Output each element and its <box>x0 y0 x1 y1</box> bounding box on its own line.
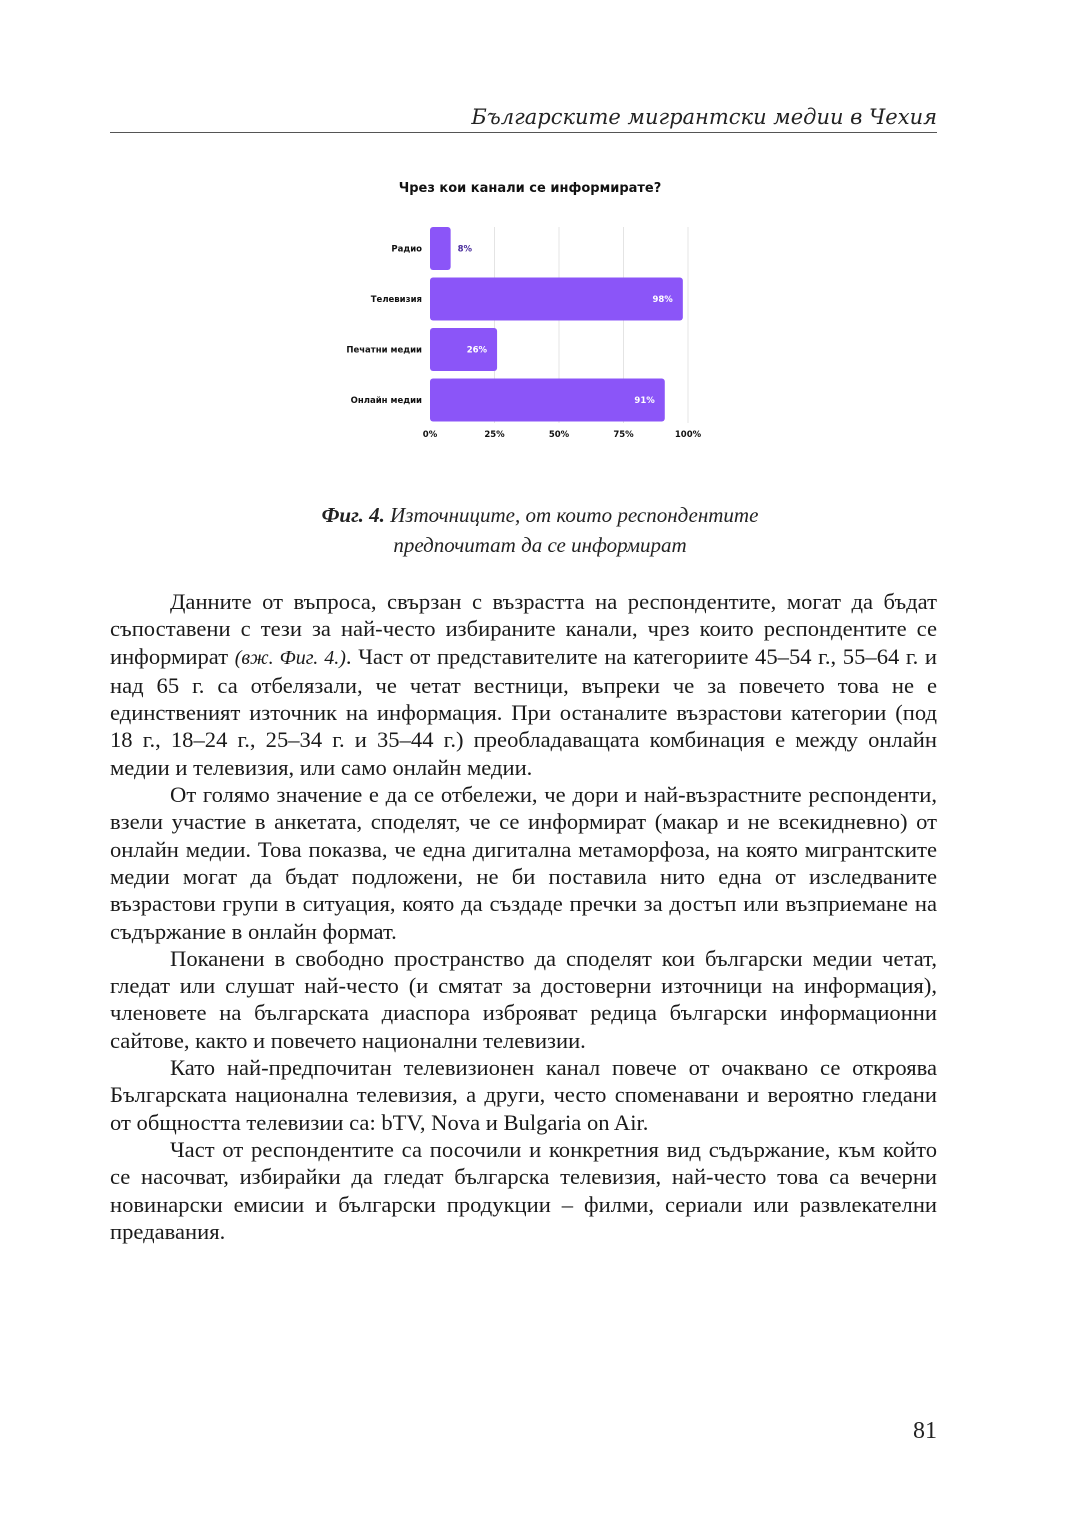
category-label: Печатни медии <box>346 345 422 356</box>
paragraph-1 <box>110 588 937 781</box>
paragraph-1-text-a: Данните от въпроса, свързан с възрастта на респондентите, могат да бъдат съпоставени с тези за най-често избираните канали, чрез които респондентите се информират <box>110 589 937 669</box>
x-tick-label: 50% <box>548 430 570 440</box>
bar-value-label: 91% <box>634 396 655 406</box>
figure-reference: (вж. Фиг. 4.) <box>234 646 346 669</box>
paragraph-3: Поканени в свободно пространство да споделят кои български медии четат, гледат или слушат най-често (и смятат за достоверни източници на информация), членовете на българската диаспора изброяват редица български информационни сайтове, както и повечето национални телевизии. <box>110 945 937 1053</box>
x-tick-label: 75% <box>613 430 634 440</box>
figure-caption <box>200 500 880 560</box>
category-label: Радио <box>391 244 422 255</box>
paragraph-4: Като най-предпочитан телевизионен канал повече от очаквано се откроява Българската национална телевизия, а други, често споменавани и вероятно гледани от общността телевизии са: bTV, Nova и Bulgaria on Air. <box>110 1055 937 1135</box>
x-tick-label: 0% <box>422 430 438 440</box>
chart-title: Чрез кои канали се информирате? <box>398 181 662 196</box>
bar-value-label: 26% <box>466 345 488 356</box>
category-label: Телевизия <box>370 295 422 305</box>
category-labels <box>346 245 422 407</box>
x-tick-label: 100% <box>674 430 702 440</box>
x-tick-label: 25% <box>484 430 505 440</box>
bar <box>430 379 665 422</box>
figure-label: Фиг. 4. <box>321 503 385 527</box>
paragraph-2: От голямо значение е да се отбележи, че дори и най-възрастните респонденти, взели участие в анкетата, споделят, че се информират (макар и не всекидневно) от онлайн медии. Това показва, че една дигитална метаморфоза, на която мигрантските медии могат да бъдат подложени, не би поставила нито една от изследваните възрастови групи в ситуация, която да създаде пречки за достъп или възприемане на съдържание в онлайн формат. <box>110 782 937 944</box>
bar <box>430 278 683 321</box>
bars <box>430 227 683 422</box>
category-label: Онлайн медии <box>350 396 422 406</box>
header-rule <box>110 132 937 133</box>
paragraph-5: Част от респондентите са посочили и конкретния вид съдържание, към който се насочват, избирайки да гледат българска телевизия, най-често това са вечерни новинарски емисии и български продукции – филми, сериали или развлекателни предавания. <box>110 1136 937 1244</box>
bar-chart <box>330 170 730 450</box>
caption-line-2: предпочитат да се информират <box>393 533 687 557</box>
page-number: 81 <box>913 1418 937 1444</box>
bar-value-label: 8% <box>457 244 473 255</box>
paragraph-1-text-b: . Част от представителите на категориите 45–54 г., 55–64 г. и над 65 г. са отбелязали, че четат вестници, въпреки че за повечето това не е единственият източник на информация. При останалите възрастови категории (под 18 г., 18–24 г., 25–34 г. и 35–44 г.) преобладаващата комбинация е между онлайн медии и телевизия, или само онлайн медии. <box>110 643 938 780</box>
caption-line-1: Източниците, от които респондентите <box>390 503 759 527</box>
chart-canvas <box>330 170 730 450</box>
x-tick-labels <box>423 430 702 440</box>
bar-value-label: 98% <box>652 295 673 305</box>
body-text <box>110 588 937 1245</box>
running-head: Българските мигрантски медии в Чехия <box>471 105 937 129</box>
bar <box>430 227 451 270</box>
